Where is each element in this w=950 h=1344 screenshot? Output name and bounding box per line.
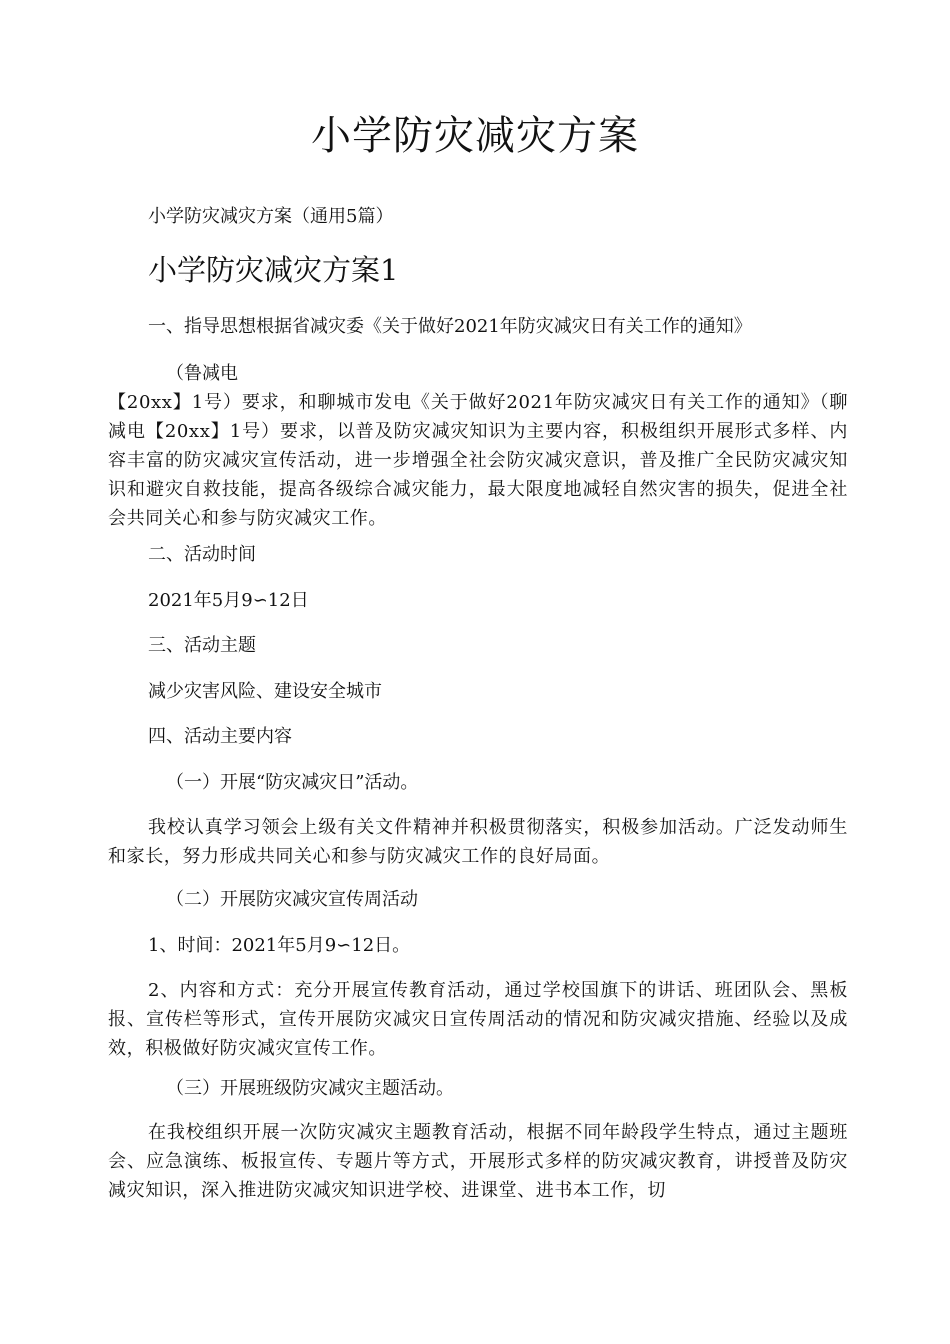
subheading-disaster-day: （一）开展“防灾减灾日”活动。 — [166, 772, 419, 793]
activity-theme: 减少灾害风险、建设安全城市 — [148, 681, 382, 702]
paragraph-publicity-content: 2、内容和方式：充分开展宣传教育活动，通过学校国旗下的讲话、班团队会、黑板报、宣传栏等形式，宣传开展防灾减灾日宣传周活动的情况和防灾减灾措施、经验以及成效，积极做好防灾减灾宣传工作。 — [108, 980, 848, 1059]
section-title: 小学防灾减灾方案1 — [148, 253, 399, 287]
paragraph-guiding-heading: 一、指导思想根据省减灾委《关于做好2021年防灾减灾日有关工作的通知》 — [148, 316, 752, 337]
paragraph-guiding-body: 【20xx】1号）要求，和聊城市发电《关于做好2021年防灾减灾日有关工作的通知》（聊减电【20xx】1号）要求，以普及防灾减灾知识为主要内容，积极组织开展形式多样、内容丰富的防灾减灾宣传活动，进一步增强全社会防灾减灾意识，普及推广全民防灾减灾知识和避灾自救技能，提高各级综合减灾能力，最大限度地减轻自然灾害的损失，促进全社会共同关心和参与防灾减灾工作。 — [108, 392, 848, 529]
paragraph-class-activity: 在我校组织开展一次防灾减灾主题教育活动，根据不同年龄段学生特点，通过主题班会、应急演练、板报宣传、专题片等方式，开展形式多样的防灾减灾教育，讲授普及防灾减灾知识，深入推进防灾减灾知识进学校、进课堂、进书本工作，切 — [108, 1122, 848, 1201]
heading-main-content: 四、活动主要内容 — [148, 726, 292, 747]
paragraph-guiding-continued: （鲁减电 — [166, 363, 238, 384]
heading-activity-theme: 三、活动主题 — [148, 635, 256, 656]
subheading-publicity-week: （二）开展防灾减灾宣传周活动 — [166, 889, 418, 910]
document-intro: 小学防灾减灾方案（通用5篇） — [148, 206, 394, 227]
paragraph-disaster-day: 我校认真学习领会上级有关文件精神并积极贯彻落实，积极参加活动。广泛发动师生和家长，努力形成共同关心和参与防灾减灾工作的良好局面。 — [108, 817, 848, 867]
publicity-time: 1、时间：2021年5月9∽12日。 — [148, 935, 411, 956]
subheading-class-activity: （三）开展班级防灾减灾主题活动。 — [166, 1078, 454, 1099]
document-title: 小学防灾减灾方案 — [311, 113, 639, 159]
activity-date: 2021年5月9∽12日 — [148, 590, 309, 611]
heading-activity-time: 二、活动时间 — [148, 544, 256, 565]
